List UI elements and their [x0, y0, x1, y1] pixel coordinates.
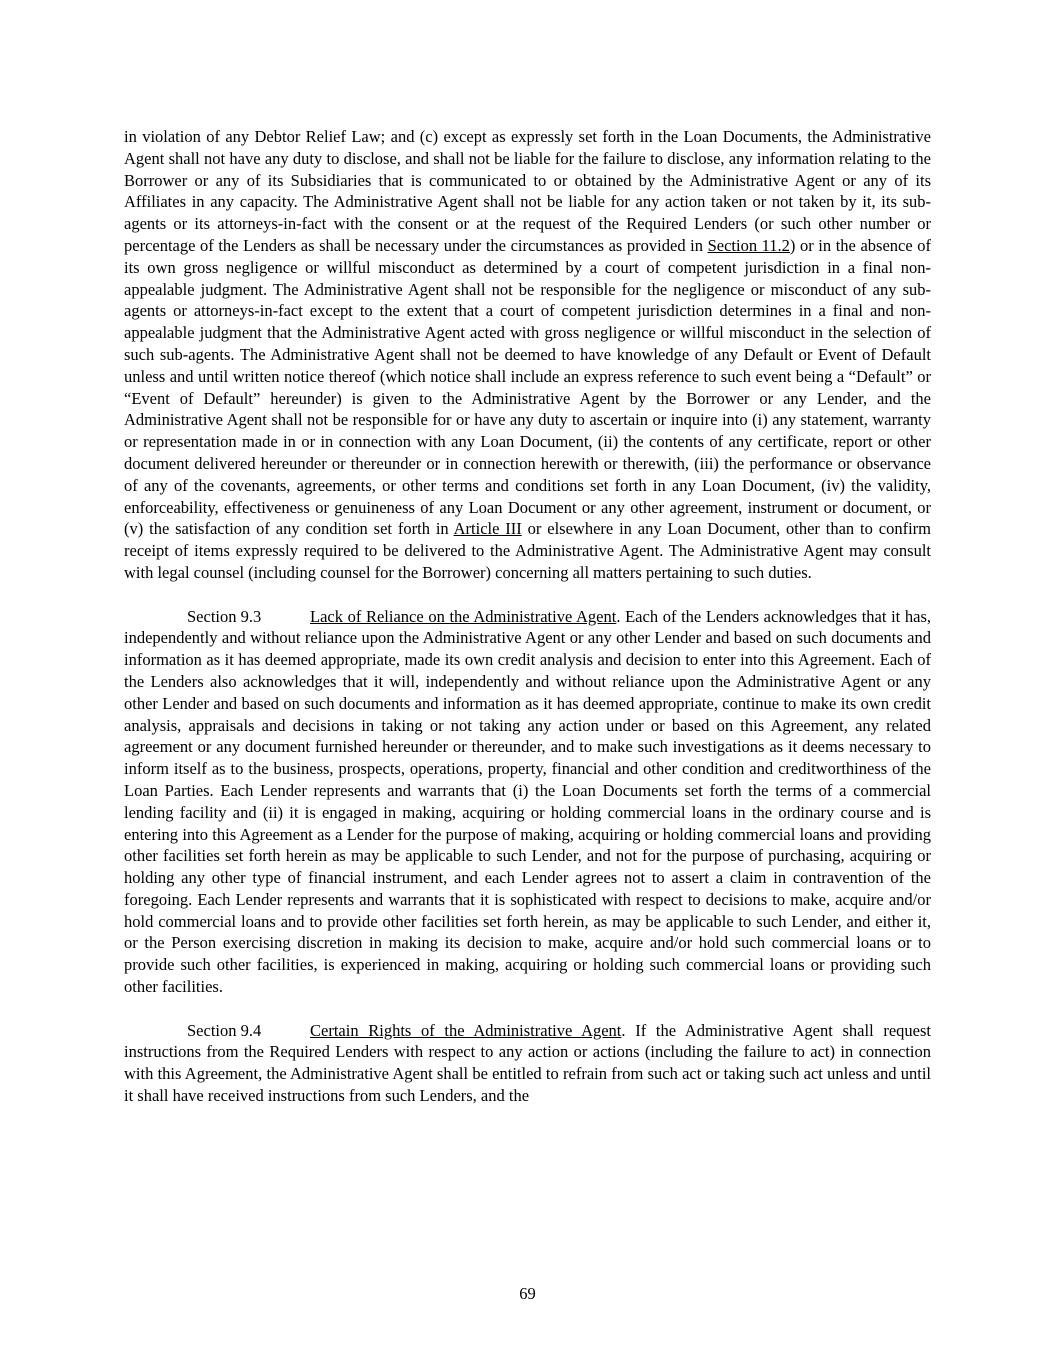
section-9-3-paragraph	[124, 606, 931, 998]
paragraph-text: ) or in the absence of its own gross negligence or willful misconduct as determined by a court of competent jurisdiction in a final non-appealable judgment. The Administrative Agent shall not be responsible for the negligence or misconduct of any sub-agents or attorneys-in-fact except to the extent that a court of competent jurisdiction determines in a final and non-appealable judgment that the Administrative Agent acted with gross negligence or willful misconduct in the selection of such sub-agents. The Administrative Agent shall not be deemed to have knowledge of any Default or Event of Default unless and until written notice thereof (which notice shall include an express reference to such event being a “Default” or “Event of Default” hereunder) is given to the Administrative Agent by the Borrower or any Lender, and the Administrative Agent shall not be responsible for or have any duty to ascertain or inquire into (i) any statement, warranty or representation made in or in connection with any Loan Document, (ii) the contents of any certificate, report or other document delivered hereunder or thereunder or in connection herewith or therewith, (iii) the performance or observance of any of the covenants, agreements, or other terms and conditions set forth in any Loan Document, (iv) the validity, enforceability, effectiveness or genuineness of any Loan Document or any other agreement, instrument or document, or (v) the satisfaction of any condition set forth in	[124, 235, 931, 539]
section-9-4-paragraph	[124, 1020, 931, 1107]
heading-punctuation: .	[621, 1020, 626, 1040]
paragraph-9-2-continued	[124, 126, 931, 584]
article-iii-reference: Article III	[453, 519, 522, 539]
section-number: Section 9.4	[187, 1020, 262, 1040]
section-heading: Certain Rights of the Administrative Agent	[310, 1020, 622, 1040]
page-number: 69	[519, 1284, 536, 1303]
paragraph-text: in violation of any Debtor Relief Law; and (c) except as expressly set forth in the Loan Documents, the Administrative Agent shall not have any duty to disclose, and shall not be liable for the failure to disclose, any information relating to the Borrower or any of its Subsidiaries that is communicated to or obtained by the Administrative Agent or any of its Affiliates in any capacity. The Administrative Agent shall not be liable for any action taken or not taken by it, its sub-agents or its attorneys-in-fact with the consent or at the request of the Required Lenders (or such other number or percentage of the Lenders as shall be necessary under the circumstances as provided in	[124, 127, 931, 255]
section-body: If the Administrative Agent shall request instructions from the Required Lenders with respect to any action or actions (including the failure to act) in connection with this Agreement, the Administrative Agent shall be entitled to refrain from such act or taking such act unless and until it shall have received instructions from such Lenders, and the	[124, 1020, 931, 1106]
section-number: Section 9.3	[187, 606, 262, 626]
paragraph-text: or elsewhere in any Loan Document, other than to confirm receipt of items expressly required to be delivered to the Administrative Agent. The Administrative Agent may consult with legal counsel (including counsel for the Borrower) concerning all matters pertaining to such duties.	[124, 519, 931, 582]
section-heading: Lack of Reliance on the Administrative Agent	[310, 606, 617, 626]
document-page	[124, 126, 931, 1107]
heading-punctuation: .	[616, 606, 621, 626]
section-body: Each of the Lenders acknowledges that it has, independently and without reliance upon the Administrative Agent or any other Lender and based on such documents and information as it has deemed appropriate, made its own credit analysis and decision to enter into this Agreement. Each of the Lenders also acknowledges that it will, independently and without reliance upon the Administrative Agent or any other Lender and based on such documents and information as it has deemed appropriate, continue to make its own credit analysis, appraisals and decisions in taking or not taking any action under or based on this Agreement, any related agreement or any document furnished hereunder or thereunder, and to make such investigations as it deems necessary to inform itself as to the business, prospects, operations, property, financial and other condition and creditworthiness of the Loan Parties. Each Lender represents and warrants that (i) the Loan Documents set forth the terms of a commercial lending facility and (ii) it is engaged in making, acquiring or holding commercial loans in the ordinary course and is entering into this Agreement as a Lender for the purpose of making, acquiring or holding commercial loans and providing other facilities set forth herein as may be applicable to such Lender, and not for the purpose of purchasing, acquiring or holding any other type of financial instrument, and each Lender agrees not to assert a claim in contravention of the foregoing. Each Lender represents and warrants that it is sophisticated with respect to decisions to make, acquire and/or hold commercial loans and to provide other facilities set forth herein, as may be applicable to such Lender, and either it, or the Person exercising discretion in making its decision to make, acquire and/or hold such commercial loans or to provide such other facilities, is experienced in making, acquiring or holding such commercial loans or providing such other facilities.	[124, 606, 931, 997]
section-11-2-reference: Section 11.2	[707, 235, 790, 255]
